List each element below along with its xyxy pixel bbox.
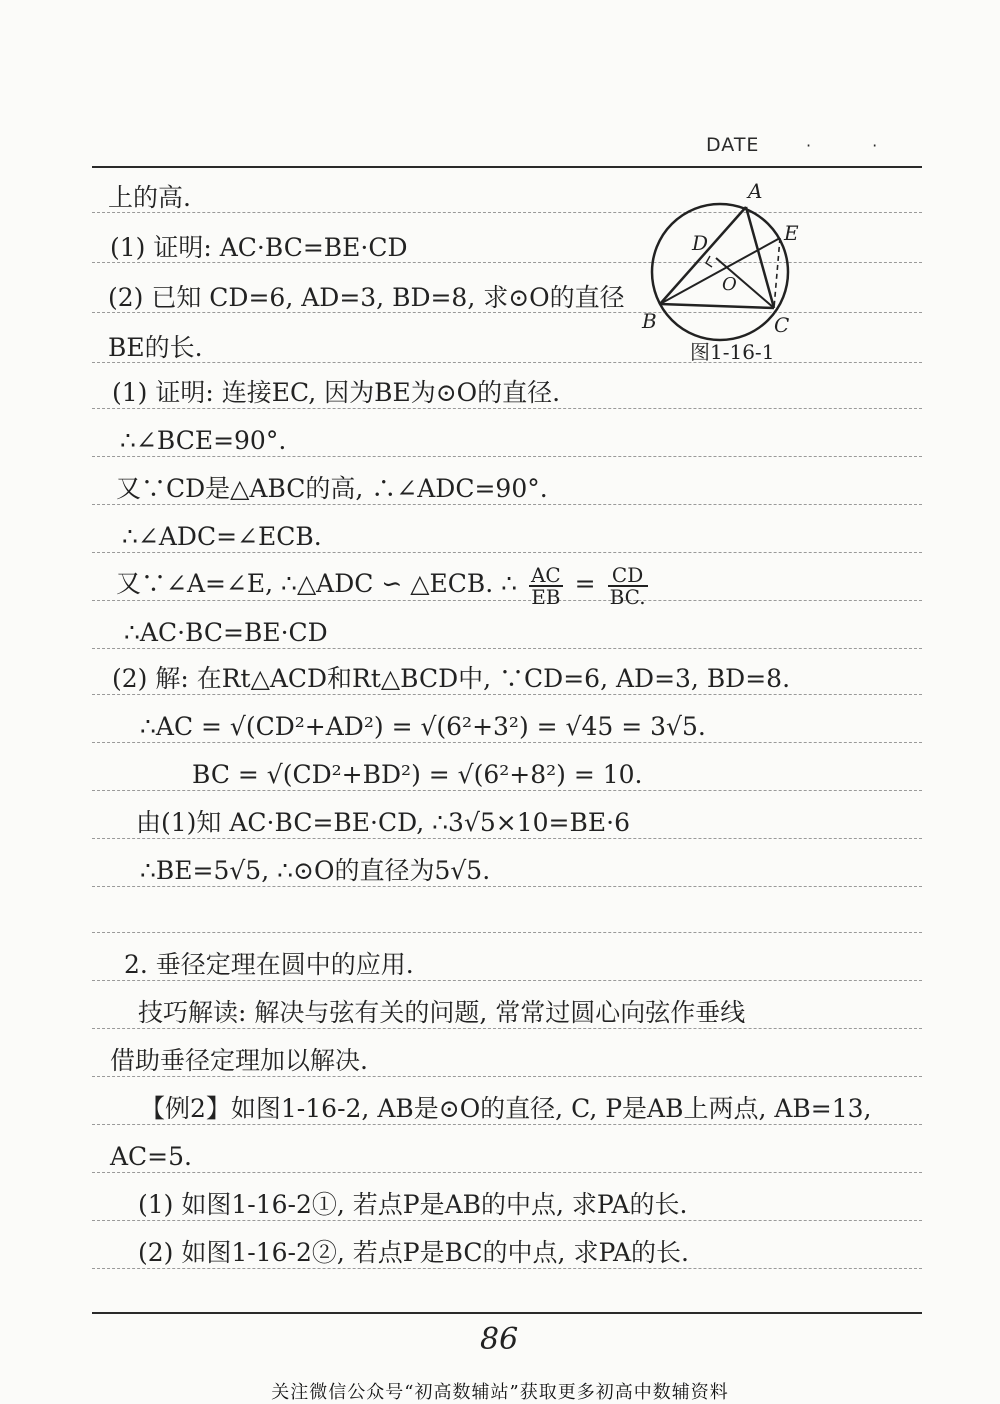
right-angle-mark (706, 256, 712, 267)
label-o: O (722, 274, 737, 295)
text-line-fraction (116, 560, 652, 608)
fraction-denominator: EB (531, 584, 561, 609)
page-number: 86 (480, 1322, 519, 1357)
ruled-line (92, 552, 922, 553)
text-line: ∴AC = √(CD²+AD²) = √(6²+3²) = √45 = 3√5. (140, 712, 706, 741)
label-d: D (692, 231, 709, 255)
text-line: (1) 证明: 连接EC, 因为BE为⊙O的直径. (112, 378, 561, 407)
text-line: ∴AC·BC=BE·CD (124, 618, 328, 647)
segment-bc (660, 304, 774, 308)
ruled-line (92, 504, 922, 505)
text-line: (1) 证明: AC·BC=BE·CD (110, 233, 408, 262)
text-line: BE的长. (108, 333, 203, 362)
ruled-line (92, 456, 922, 457)
ruled-line (92, 932, 922, 933)
text-line: ∴BE=5√5, ∴⊙O的直径为5√5. (140, 856, 491, 885)
ruled-line (92, 1268, 922, 1269)
ruled-line (92, 1172, 922, 1173)
date-dots: · · (806, 136, 906, 155)
ruled-line (92, 980, 922, 981)
text-line: 【例2】如图1-16-2, AB是⊙O的直径, C, P是AB上两点, AB=13, (140, 1094, 872, 1123)
ruled-line (92, 408, 922, 409)
ruled-line (92, 1124, 922, 1125)
label-e: E (784, 221, 799, 245)
ruled-line (92, 838, 922, 839)
fraction-ac-eb (529, 562, 563, 609)
ruled-line (92, 742, 922, 743)
text-line: 技巧解读: 解决与弦有关的问题, 常常过圆心向弦作垂线 (138, 998, 746, 1027)
text-line: (1) 如图1-16-2①, 若点P是AB的中点, 求PA的长. (138, 1190, 688, 1219)
header-rule (92, 166, 922, 168)
footer-rule (92, 1312, 922, 1314)
text-line: (2) 解: 在Rt△ACD和Rt△BCD中, ∵CD=6, AD=3, BD=8. (112, 664, 791, 693)
text-line: BC = √(CD²+BD²) = √(6²+8²) = 10. (192, 760, 643, 789)
segment-ec-dashed (774, 238, 780, 308)
text-line: (2) 如图1-16-2②, 若点P是BC的中点, 求PA的长. (138, 1238, 689, 1267)
text-line: ∴∠BCE=90°. (120, 426, 287, 455)
fraction-numerator: CD (608, 565, 648, 587)
text-line: 由(1)知 AC·BC=BE·CD, ∴3√5×10=BE·6 (136, 808, 630, 837)
label-a: A (748, 179, 763, 203)
ruled-line (92, 1028, 922, 1029)
ruled-line (92, 1076, 922, 1077)
fraction-cd-bc (608, 562, 648, 609)
ruled-line (92, 790, 922, 791)
label-b: B (642, 309, 657, 333)
figure-caption: 图1-16-1 (690, 340, 775, 364)
equals-sign: = (574, 569, 596, 598)
diameter-be (660, 238, 780, 304)
text-line: (2) 已知 CD=6, AD=3, BD=8, 求⊙O的直径 (108, 283, 625, 312)
section-heading: 2. 垂径定理在圆中的应用. (124, 950, 414, 979)
footer-note: 关注微信公众号“初高数辅站”获取更多初高中数辅资料 (271, 1382, 729, 1403)
fraction-denominator: BC. (609, 584, 646, 609)
fraction-numerator: AC (530, 562, 561, 587)
text-line: 借助垂径定理加以解决. (110, 1046, 368, 1075)
segment-ac (746, 207, 774, 308)
date-label: DATE (706, 134, 760, 156)
text-line: ∴∠ADC=∠ECB. (122, 522, 322, 551)
text-line: 上的高. (108, 183, 191, 212)
text-line: AC=5. (110, 1142, 192, 1171)
ruled-line (92, 648, 922, 649)
text-line: 又∵CD是△ABC的高, ∴∠ADC=90°. (116, 474, 548, 503)
ruled-line (92, 1220, 922, 1221)
label-c: C (774, 313, 790, 337)
ruled-line (92, 694, 922, 695)
ruled-line (92, 886, 922, 887)
fraction-prefix: 又∵∠A=∠E, ∴△ADC ∽ △ECB. ∴ (116, 569, 518, 598)
